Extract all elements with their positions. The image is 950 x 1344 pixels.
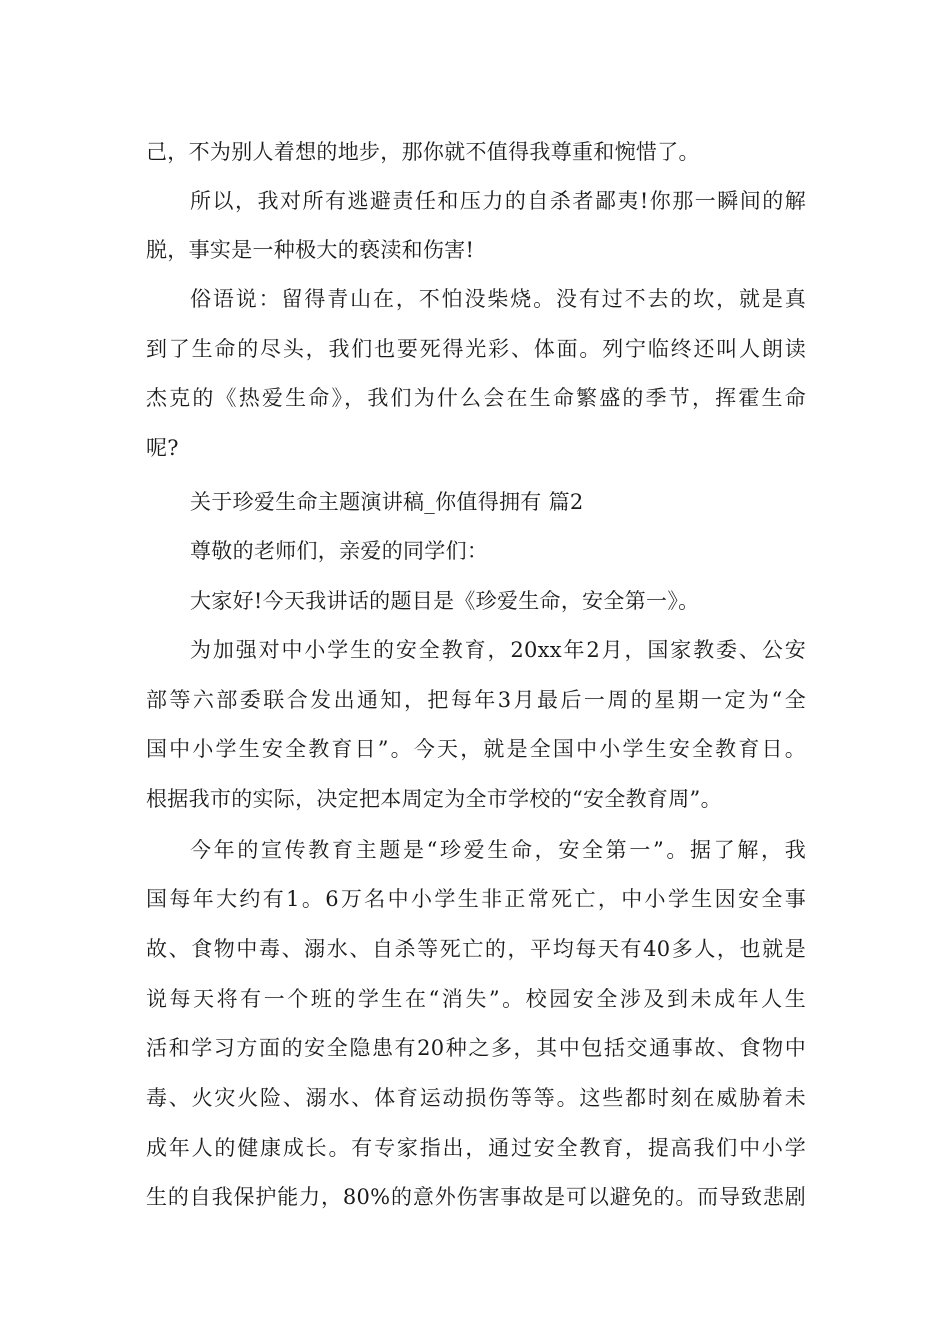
paragraph-start: 俗语说：留得青山在，不怕没柴烧。没有过不去的坎，就是真	[190, 287, 806, 311]
section-heading: 关于珍爱生命主题演讲稿_你值得拥有 篇2	[190, 490, 584, 514]
text-line: 己，不为别人着想的地步，那你就不值得我尊重和惋惜了。	[146, 140, 700, 164]
text-line: 成年人的健康成长。有专家指出，通过安全教育，提高我们中小学	[146, 1136, 806, 1160]
paragraph-start: 今年的宣传教育主题是“珍爱生命，安全第一”。据了解，我	[190, 838, 806, 862]
text-line: 活和学习方面的安全隐患有20种之多，其中包括交通事故、食物中	[146, 1036, 806, 1060]
text-line: 呢?	[146, 436, 179, 460]
text-line: 到了生命的尽头，我们也要死得光彩、体面。列宁临终还叫人朗读	[146, 337, 806, 361]
text-line: 国每年大约有1。6万名中小学生非正常死亡，中小学生因安全事	[146, 887, 806, 911]
text-line: 生的自我保护能力，80%的意外伤害事故是可以避免的。而导致悲剧	[146, 1185, 806, 1209]
text-line: 毒、火灾火险、溺水、体育运动损伤等等。这些都时刻在威胁着未	[146, 1086, 806, 1110]
salutation: 尊敬的老师们，亲爱的同学们：	[190, 539, 489, 563]
paragraph-start: 所以，我对所有逃避责任和压力的自杀者鄙夷!你那一瞬间的解	[190, 189, 806, 213]
text-line: 部等六部委联合发出通知，把每年3月最后一周的星期一定为“全	[146, 688, 806, 712]
text-line: 杰克的《热爱生命》，我们为什么会在生命繁盛的季节，挥霍生命	[146, 386, 806, 410]
text-line: 脱，事实是一种极大的亵渎和伤害!	[146, 238, 475, 262]
text-line: 国中小学生安全教育日”。今天，就是全国中小学生安全教育日。	[146, 737, 806, 761]
text-line: 说每天将有一个班的学生在“消失”。校园安全涉及到未成年人生	[146, 987, 806, 1011]
paragraph-start: 大家好!今天我讲话的题目是《珍爱生命，安全第一》。	[190, 589, 700, 613]
paragraph-start: 为加强对中小学生的安全教育，20xx年2月，国家教委、公安	[190, 638, 806, 662]
text-line: 故、食物中毒、溺水、自杀等死亡的，平均每天有40多人，也就是	[146, 937, 806, 961]
text-line: 根据我市的实际，决定把本周定为全市学校的“安全教育周”。	[146, 787, 722, 811]
